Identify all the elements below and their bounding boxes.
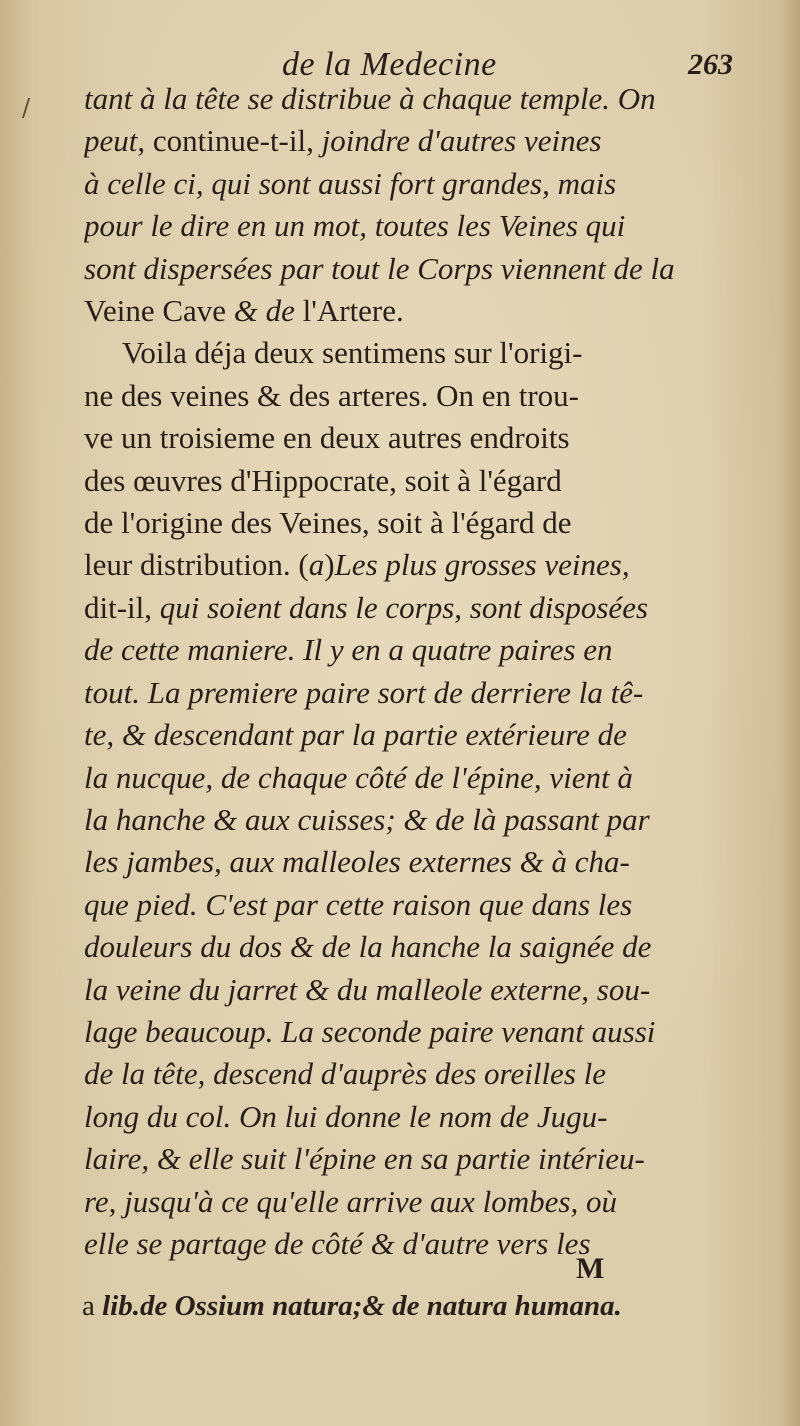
text-line [84, 544, 744, 586]
text-segment: peut [84, 123, 138, 159]
text-segment: leur distribution. ( [84, 547, 309, 583]
text-segment: dit-il, [84, 589, 160, 625]
text-segment: a [308, 547, 325, 583]
text-segment: sont dispersées par tout le Corps viennent de la [84, 250, 675, 286]
text-segment: ) [324, 547, 335, 583]
text-line [84, 799, 744, 841]
text-segment: & de [233, 293, 303, 329]
text-segment: l'Artere. [302, 293, 404, 329]
text-line [84, 587, 744, 629]
text-segment: les jambes, aux malleoles externes & à cha- [84, 844, 630, 880]
text-line [84, 375, 744, 417]
text-segment: de cette maniere. Il y en a quatre paires en [84, 632, 613, 668]
text-line [84, 841, 744, 883]
text-line [84, 502, 744, 544]
text-segment: , continue-t-il, [137, 123, 322, 159]
text-segment: joindre d'autres veines [321, 123, 602, 159]
text-segment: que pied. C'est par cette raison que dans les [84, 886, 633, 922]
text-segment: ne des veines & des arteres. On en trou- [84, 377, 579, 413]
text-segment: pour le dire en un mot, toutes les Veines qui [84, 208, 626, 244]
page-number: 263 [688, 48, 733, 81]
text-segment: tant à la tête se distribue à chaque temple. On [84, 81, 656, 116]
text-segment: lage beaucoup. La seconde paire venant aussi [84, 1013, 656, 1049]
text-line [84, 205, 744, 247]
text-line [84, 926, 744, 968]
text-line [84, 163, 744, 205]
text-segment: de la tête, descend d'auprès des oreilles le [84, 1056, 607, 1092]
text-segment: Les plus grosses veines, [334, 547, 630, 583]
text-line [84, 417, 744, 459]
text-line [84, 1053, 744, 1095]
text-segment: douleurs du dos & de la hanche la saignée de [84, 929, 652, 965]
text-segment: Veine Cave [84, 293, 234, 329]
text-segment: qui soient dans le corps, sont disposées [159, 589, 649, 625]
text-line [84, 78, 744, 120]
text-segment: de l'origine des Veines, soit à l'égard de [84, 505, 572, 541]
text-segment: tout. La premiere paire sort de derriere la tê- [84, 674, 644, 710]
margin-mark: / [22, 94, 31, 122]
text-segment: la nucque, de chaque côté de l'épine, vient à [84, 759, 633, 795]
text-segment: re, jusqu'à ce qu'elle arrive aux lombes, où [84, 1183, 617, 1219]
text-segment: des œuvres d'Hippocrate, soit à l'égard [84, 462, 562, 498]
text-segment: laire, & elle suit l'épine en sa partie intérieu- [84, 1141, 645, 1177]
text-segment: te, & descendant par la partie extérieure de [84, 717, 627, 753]
text-line [84, 757, 744, 799]
text-segment: la veine du jarret & du malleole externe, sou- [84, 971, 651, 1007]
text-segment: la hanche & aux cuisses; & de là passant par [84, 801, 650, 837]
footnote [82, 1290, 772, 1323]
text-segment: Voila déja deux sentimens sur l'origi- [122, 335, 583, 371]
text-line [84, 1138, 744, 1180]
text-line [84, 969, 744, 1011]
text-segment: à celle ci, qui sont aussi fort grandes, mais [84, 165, 617, 201]
text-line [84, 248, 744, 290]
signature-mark: M [576, 1252, 605, 1285]
text-line [84, 1223, 744, 1265]
text-line [84, 672, 744, 714]
text-segment: ve un troisieme en deux autres endroits [84, 420, 570, 456]
footnote-text: lib.de Ossium natura;& de natura humana. [102, 1290, 622, 1322]
text-line [84, 290, 744, 332]
text-line [84, 884, 744, 926]
text-line [84, 1181, 744, 1223]
text-segment: long du col. On lui donne le nom de Jugu- [84, 1098, 608, 1134]
text-line [84, 629, 744, 671]
text-line [84, 120, 744, 162]
text-line [84, 714, 744, 756]
text-line [84, 332, 744, 374]
footnote-mark: a [82, 1290, 95, 1322]
text-line [84, 1096, 744, 1138]
body-text [84, 78, 744, 1265]
text-line [84, 1011, 744, 1053]
text-segment: elle se partage de côté & d'autre vers les [84, 1225, 591, 1261]
running-title: de la Medecine [282, 46, 497, 83]
text-line [84, 460, 744, 502]
